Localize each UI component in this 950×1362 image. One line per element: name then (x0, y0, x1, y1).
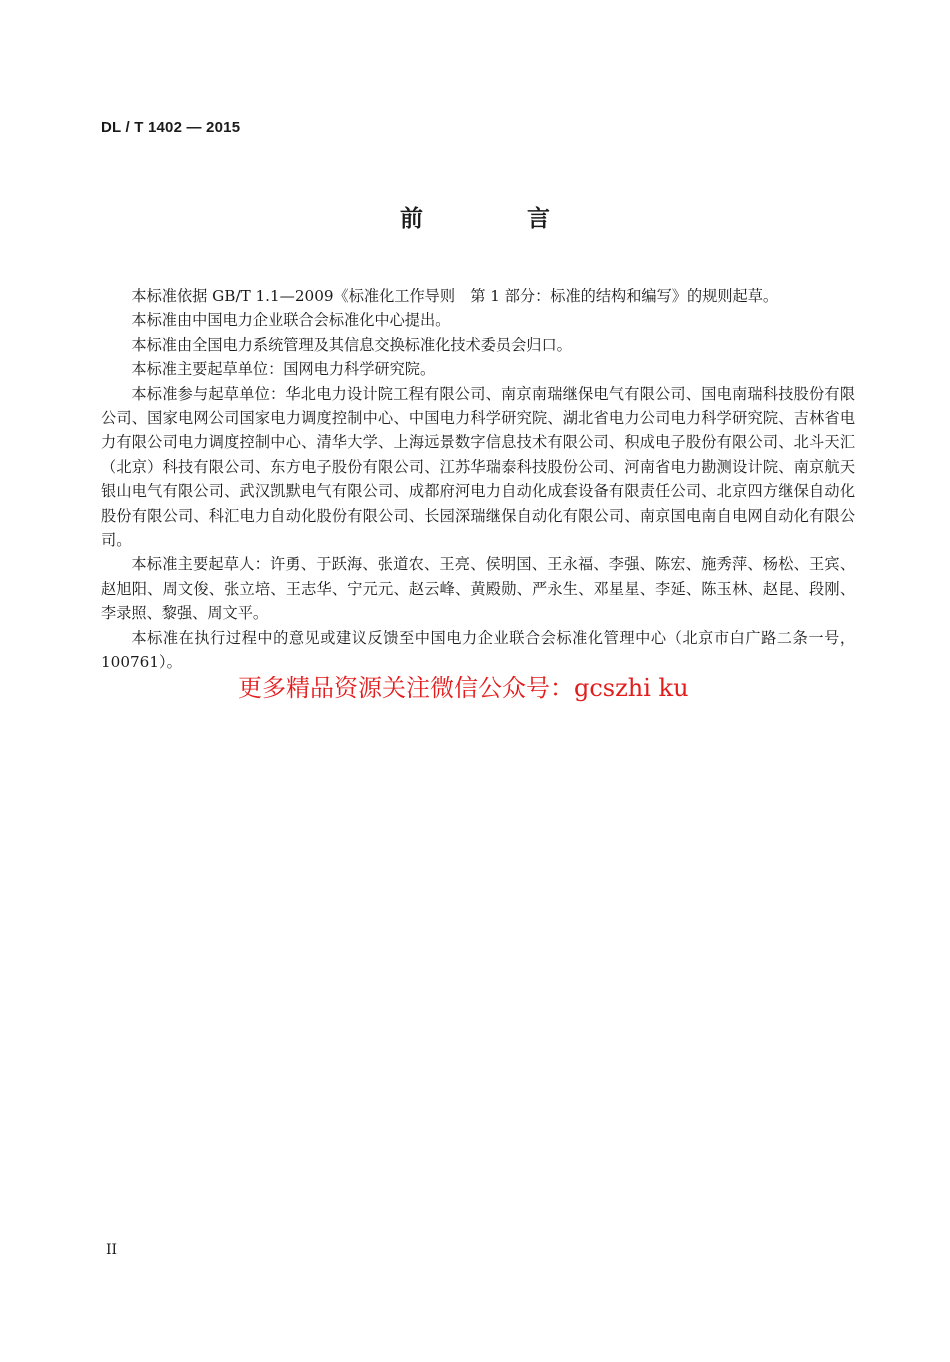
paragraph-participating-units: 本标准参与起草单位：华北电力设计院工程有限公司、南京南瑞继保电气有限公司、国电南瑞科技股份有限公司、国家电网公司国家电力调度控制中心、中国电力科学研究院、湖北省电力公司电力科学研究院、吉林省电力有限公司电力调度控制中心、清华大学、上海远景数字信息技术有限公司、积成电子股份有限公司、北斗天汇（北京）科技有限公司、东方电子股份有限公司、江苏华瑞泰科技股份公司、河南省电力勘测设计院、南京航天银山电气有限公司、武汉凯默电气有限公司、成都府河电力自动化成套设备有限责任公司、北京四方继保自动化股份有限公司、科汇电力自动化股份有限公司、长园深瑞继保自动化有限公司、南京国电南自电网自动化有限公司。 (101, 384, 855, 550)
page-title: 前 言 (399, 206, 598, 232)
paragraph-main-drafter: 本标准主要起草单位：国网电力科学研究院。 (131, 360, 436, 379)
paragraph-feedback: 本标准在执行过程中的意见或建议反馈至中国电力企业联合会标准化管理中心（北京市白广路二条一号，100761）。 (101, 628, 855, 672)
page-number: II (106, 1242, 118, 1258)
standard-code: DL / T 1402 — 2015 (101, 119, 241, 136)
paragraph-proposer: 本标准由中国电力企业联合会标准化中心提出。 (131, 311, 451, 330)
foreword-body (101, 284, 855, 675)
paragraph-drafting-rules: 本标准依据 GB/T 1.1—2009《标准化工作导则 第 1 部分：标准的结构和编写》的规则起草。 (131, 287, 779, 305)
paragraph-main-authors: 本标准主要起草人：许勇、于跃海、张道农、王亮、侯明国、王永福、李强、陈宏、施秀萍、杨松、王宾、赵旭阳、周文俊、张立培、王志华、宁元元、赵云峰、黄殿勋、严永生、邓星星、李延、陈玉林、赵昆、段刚、李录照、黎强、周文平。 (101, 555, 855, 623)
watermark-notice: 更多精品资源关注微信公众号：gcszhi ku (238, 674, 689, 702)
paragraph-committee: 本标准由全国电力系统管理及其信息交换标准化技术委员会归口。 (131, 335, 572, 354)
